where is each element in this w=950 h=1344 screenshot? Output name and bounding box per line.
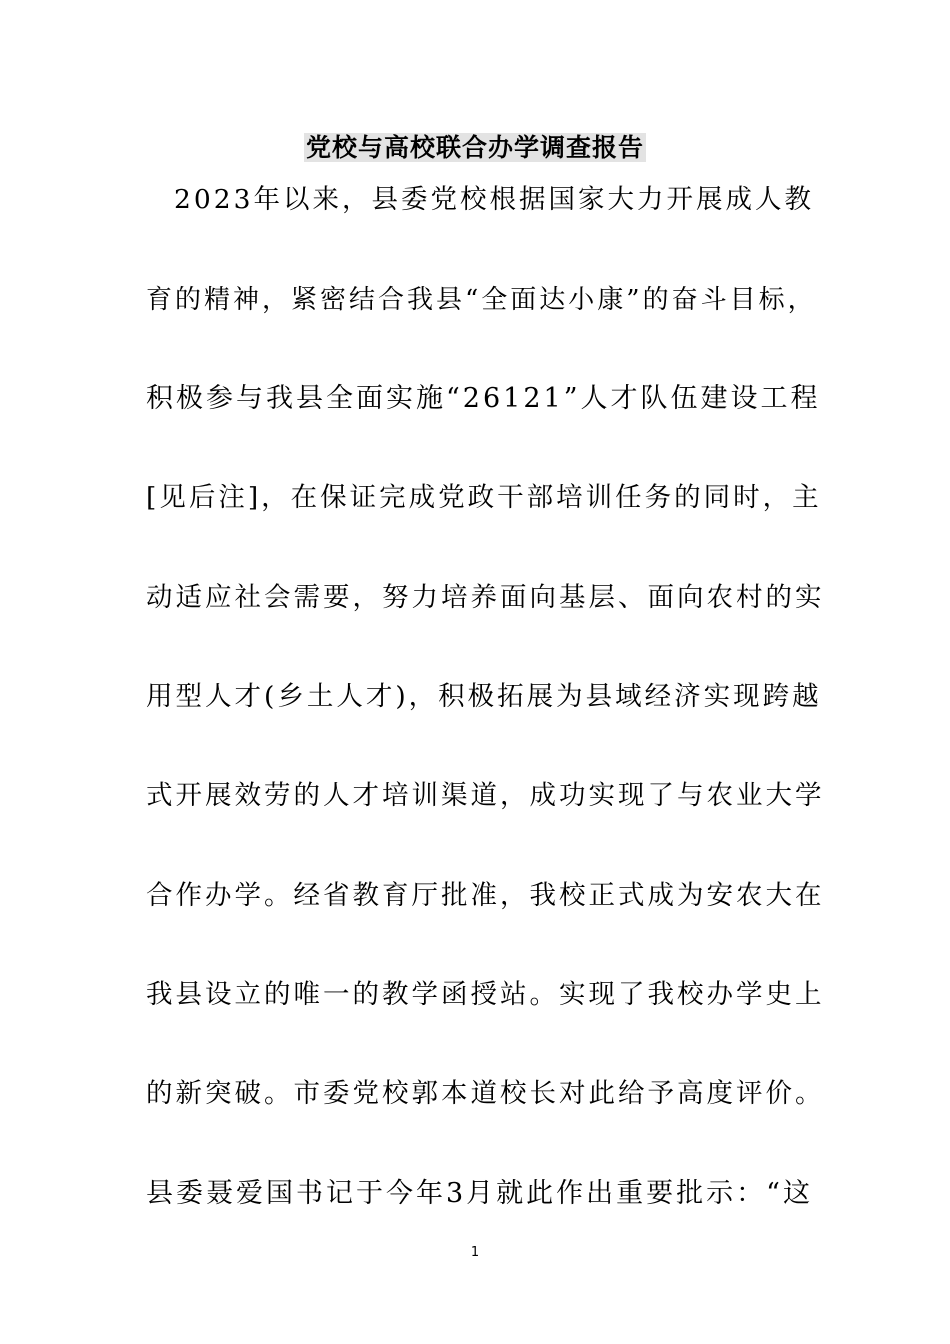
document-title-text: 党校与高校联合办学调查报告 bbox=[305, 133, 644, 162]
body-line-3: 积极参与我县全面实施“26121”人才队伍建设工程 bbox=[146, 383, 821, 414]
body-line-7: 式开展效劳的人才培训渠道，成功实现了与农业大学 bbox=[146, 780, 825, 811]
body-line-8: 合作办学。经省教育厅批准，我校正式成为安农大在 bbox=[146, 880, 825, 911]
page-number: 1 bbox=[470, 1245, 480, 1260]
body-line-4: [见后注]，在保证完成党政干部培训任务的同时，主 bbox=[146, 482, 822, 513]
body-line-11: 县委聂爱国书记于今年3月就此作出重要批示：“这 bbox=[146, 1178, 813, 1209]
body-line-2: 育的精神，紧密结合我县“全面达小康”的奋斗目标， bbox=[146, 285, 817, 315]
body-line-10: 的新突破。市委党校郭本道校长对此给予高度评价。 bbox=[146, 1078, 825, 1109]
body-line-6: 用型人才(乡土人才)，积极拓展为县域经济实现跨越 bbox=[146, 681, 822, 712]
body-line-9: 我县设立的唯一的教学函授站。实现了我校办学史上 bbox=[146, 979, 825, 1010]
body-line-1: 2023年以来，县委党校根据国家大力开展成人教 bbox=[174, 184, 814, 215]
document-title bbox=[0, 128, 950, 168]
body-line-5: 动适应社会需要，努力培养面向基层、面向农村的实 bbox=[146, 582, 825, 613]
